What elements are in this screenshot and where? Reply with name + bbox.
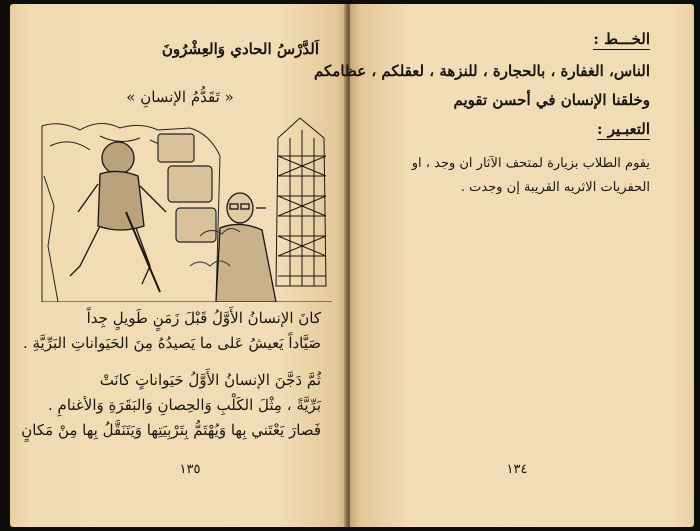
expression-heading: التعبـير : <box>597 120 650 138</box>
illustration-human-progress <box>40 116 332 302</box>
text-line: صَيَّاداً يَعيشُ عَلى ما يَصيدُهُ مِنَ الحَيَواناتِ البَرِّيَّةِ . <box>22 334 321 352</box>
page-number-right: ١٣٤ <box>506 462 528 477</box>
lesson-title: اَلدَّرْسُ الحادي وَالعِشْرُونَ <box>161 40 319 58</box>
text-line: فَصارَ يَعْتَني بِها وَيُهْتَمُّ بِتَرْبِيَتِها وَيَتَنَقَّلُ بِها مِنْ مَكانٍ <box>21 421 321 439</box>
text-line: ثُمَّ دَجَّنَ الإنسانُ الأَوَّلُ حَيَواناتٍ كانَتْ <box>99 371 321 389</box>
calligraphy-line: الناس، الغفارة ، بالحجارة ، للنزهة ، لعقلكم ، عظامكم <box>314 62 650 80</box>
right-page <box>314 4 694 527</box>
expression-text <box>370 152 650 200</box>
calligraphy-line: وخلقنا الإنسان في أحسن تقويم <box>453 91 650 109</box>
calligraphy-heading: الخـــط : <box>593 30 650 48</box>
page-number-left: ١٣٥ <box>179 462 201 477</box>
expression-line: الحفريات الاثريه القريبة إن وجدت . <box>460 180 650 195</box>
text-line: بَرِّيَّةً ، مِثْلَ الكَلْبِ وَالحِصانِ وَالبَقَرَةِ وَالأغنامِ . <box>48 396 321 414</box>
expression-line: يقوم الطلاب بزيارة لمتحف الآثار ان وجد ، او <box>411 156 650 171</box>
text-line: كانَ الإنسانُ الأَوَّلُ قَبْلَ زَمَنٍ طَويلٍ جِداً <box>86 309 321 327</box>
open-book <box>10 4 694 527</box>
lesson-subtitle: « تَقَدُّمُ الإنسانِ » <box>126 88 234 106</box>
left-page <box>10 4 347 527</box>
lesson-text <box>21 306 321 443</box>
